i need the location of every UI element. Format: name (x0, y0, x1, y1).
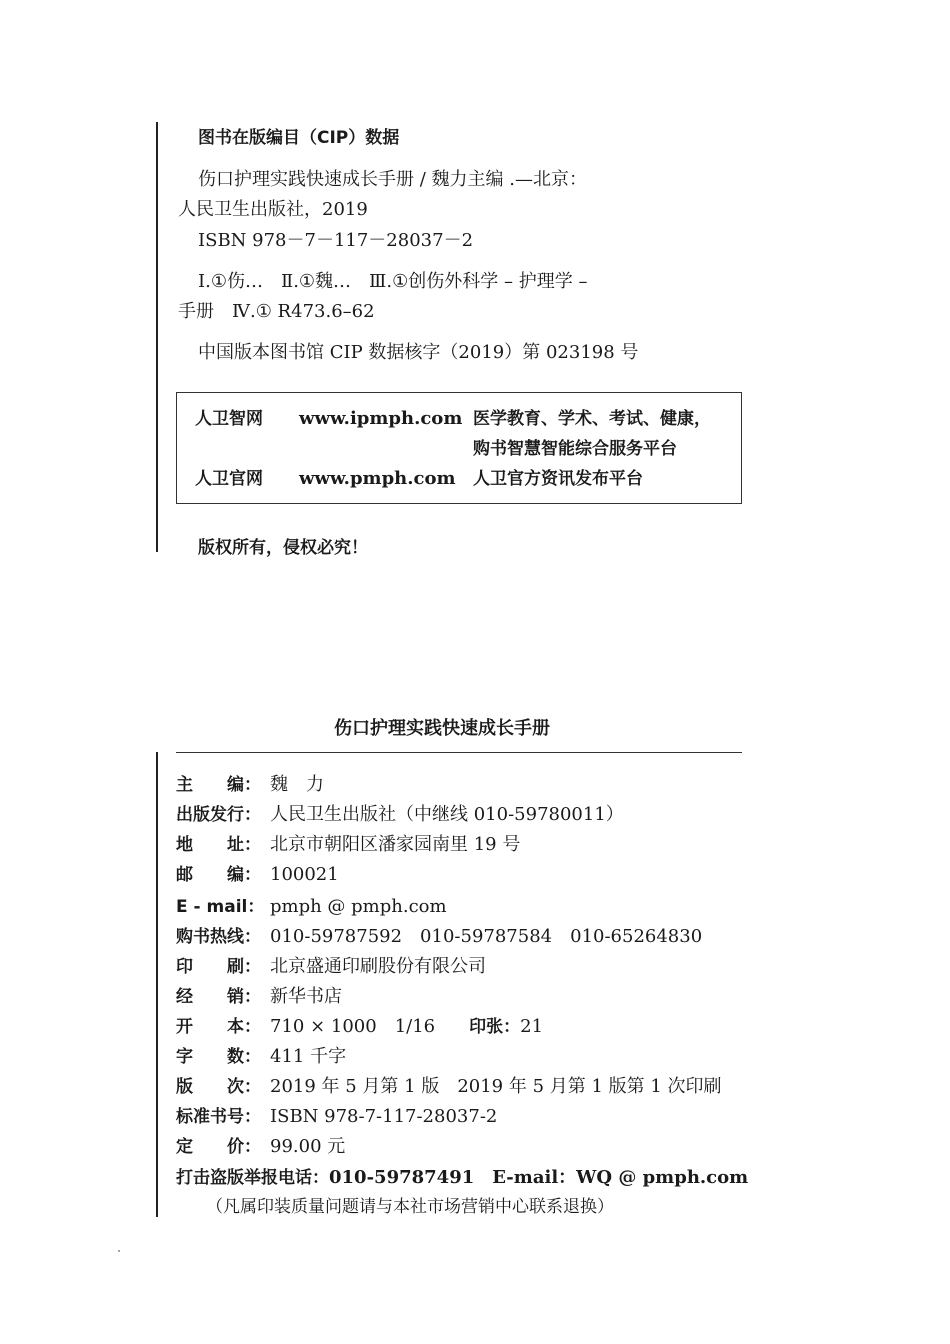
website-desc-cont: 购书智慧智能综合服务平台 (473, 439, 677, 459)
info-value: 2019 年 5 月第 1 版 2019 年 5 月第 1 版第 1 次印刷 (270, 1076, 722, 1097)
info-value: 710 × 1000 1/16 (270, 1016, 454, 1037)
info-label: 字 数： (176, 1047, 261, 1067)
website-box (176, 392, 742, 504)
info-extra-value: 21 (520, 1016, 544, 1037)
info-label: 开 本： (176, 1017, 261, 1037)
info-row-wordcount (176, 1044, 346, 1070)
footer-note: （凡属印装质量问题请与本社市场营销中心联系退换） (206, 1197, 614, 1217)
website-desc: 人卫官方资讯发布平台 (473, 469, 643, 489)
info-label: 购书热线： (176, 927, 261, 947)
left-rule-top (156, 122, 158, 552)
info-row-isbn (176, 1104, 497, 1130)
piracy-email-label: E-mail： (492, 1167, 577, 1188)
info-value: 99.00 元 (270, 1136, 346, 1157)
piracy-phone: 010-59787491 (329, 1167, 475, 1188)
info-label: 标准书号： (176, 1107, 261, 1127)
website-desc: 医学教育、学术、考试、健康， (473, 409, 711, 429)
info-label: 出版发行： (176, 805, 261, 825)
copyright-notice: 版权所有，侵权必究！ (198, 538, 368, 558)
info-value: 新华书店 (270, 986, 342, 1007)
piracy-email[interactable]: WQ @ pmph.com (576, 1167, 749, 1188)
info-extra-label: 印张： (469, 1017, 521, 1037)
info-value: 人民卫生出版社（中继线 010-59780011） (270, 804, 624, 825)
info-value: ISBN 978-7-117-28037-2 (270, 1106, 498, 1127)
info-label: 经 销： (176, 987, 261, 1007)
cip-heading: 图书在版编目（CIP）数据 (198, 128, 400, 148)
info-value: 100021 (270, 864, 339, 885)
title-divider (176, 752, 742, 753)
info-row-format (176, 1014, 543, 1040)
cip-line-3: ISBN 978－7－117－28037－2 (198, 230, 474, 251)
info-label: 邮 编： (176, 865, 261, 885)
info-value: 411 千字 (270, 1046, 347, 1067)
website-name: 人卫智网 (195, 409, 263, 429)
info-label: 版 次： (176, 1077, 261, 1097)
info-row-hotline (176, 924, 702, 950)
cip-line-2: 人民卫生出版社，2019 (178, 199, 368, 220)
cip-line-5: 手册 Ⅳ.① R473.6–62 (178, 301, 375, 322)
info-value: 魏 力 (270, 774, 324, 795)
piracy-hotline (176, 1165, 748, 1191)
book-title: 伤口护理实践快速成长手册 (334, 718, 550, 739)
info-value: pmph @ pmph.com (270, 896, 447, 917)
info-row-editor (176, 772, 324, 798)
speck (118, 1250, 120, 1252)
info-row-printer (176, 954, 486, 980)
info-label: E - mail： (176, 897, 265, 917)
website-url[interactable]: www.ipmph.com (299, 408, 463, 429)
info-row-postcode (176, 862, 339, 888)
website-url[interactable]: www.pmph.com (299, 468, 456, 489)
info-label: 印 刷： (176, 957, 261, 977)
info-row-distributor (176, 984, 342, 1010)
info-value: 010-59787592 010-59787584 010-65264830 (270, 926, 703, 947)
info-row-price (176, 1134, 345, 1160)
cip-line-6: 中国版本图书馆 CIP 数据核字（2019）第 023198 号 (198, 342, 639, 363)
info-row-email (176, 894, 447, 920)
website-name: 人卫官网 (195, 469, 263, 489)
piracy-label: 打击盗版举报电话： (176, 1168, 329, 1188)
cip-line-1: 伤口护理实践快速成长手册 / 魏力主编 .—北京： (198, 169, 587, 190)
info-label: 定 价： (176, 1137, 261, 1157)
info-row-edition (176, 1074, 722, 1100)
info-value: 北京市朝阳区潘家园南里 19 号 (270, 834, 521, 855)
info-row-address (176, 832, 520, 858)
info-row-publisher (176, 802, 624, 828)
cip-line-4: Ⅰ.①伤… Ⅱ.①魏… Ⅲ.①创伤外科学 – 护理学 – (198, 271, 588, 292)
left-rule-bottom (156, 752, 158, 1217)
info-value: 北京盛通印刷股份有限公司 (270, 956, 486, 977)
info-label: 主 编： (176, 775, 261, 795)
info-label: 地 址： (176, 835, 261, 855)
